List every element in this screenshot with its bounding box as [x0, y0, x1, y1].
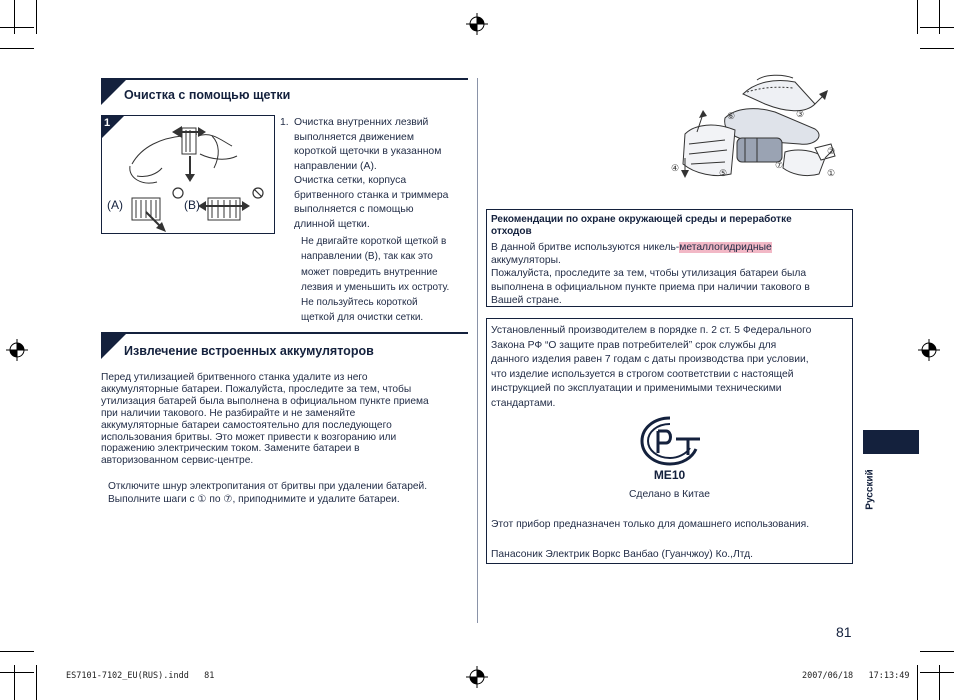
registration-target-icon — [6, 339, 28, 361]
certification-logo — [638, 415, 702, 467]
step-line: Очистка сетки, корпуса — [294, 175, 407, 186]
page-number: 81 — [836, 624, 852, 640]
body-line: аккумуляторные батареи. Пожалуйста, проследите за тем, чтобы — [101, 383, 412, 395]
crop-mark — [917, 665, 918, 700]
environment-notice-body — [491, 241, 851, 307]
crop-mark — [920, 27, 954, 28]
home-use-text: Этот прибор предназначен только для домашнего использования. — [491, 519, 810, 530]
body-line: при наличии такового. Не разбирайте и не заменяйте — [101, 407, 356, 419]
body-line: Перед утилизацией бритвенного станка удалите из него — [101, 372, 368, 383]
note-line: может повредить внутренние — [301, 266, 438, 278]
crop-mark — [0, 651, 34, 652]
crop-mark — [14, 665, 15, 700]
made-in-text: Сделано в Китае — [629, 489, 710, 500]
battery-body — [101, 372, 469, 467]
footer-file: ES7101-7102_EU(RUS).indd 81 — [66, 671, 215, 681]
callout-3: ③ — [796, 109, 805, 119]
legal-line: данного изделия равен 7 годам с даты производства при условии, — [491, 354, 809, 366]
battery-note — [108, 480, 468, 506]
label-a: (A) — [107, 198, 123, 212]
highlighted-text: металлогидридные — [679, 242, 772, 253]
body-line: авторизованном сервис-центре. — [101, 455, 254, 467]
registration-target-icon — [918, 339, 940, 361]
step-line: длинной щетки. — [294, 218, 370, 230]
note-line: направлении (B), так как это — [301, 251, 433, 263]
crop-mark — [939, 665, 940, 700]
cleaning-illustration — [101, 115, 275, 234]
crop-mark — [939, 0, 940, 34]
crop-mark — [0, 27, 34, 28]
step-item-number: 1. — [280, 117, 289, 128]
footer-datetime: 2007/06/18 17:13:49 — [802, 671, 910, 681]
section-header-rule — [101, 332, 468, 334]
registration-target-icon — [466, 666, 488, 688]
registration-target-icon — [466, 13, 488, 35]
language-label-wrapper — [858, 468, 882, 518]
manufacturer-text: Панасоник Электрик Воркс Ванбао (Гуанчжоу) Ко.,Лтд. — [491, 549, 754, 560]
callout-4: ④ — [671, 163, 680, 173]
crop-mark — [0, 48, 34, 49]
callout-5: ⑤ — [719, 168, 728, 178]
body-line: поражению электрическим током. Замените батареи в — [101, 443, 360, 455]
legal-notice-box — [486, 318, 853, 564]
shaver-disassembly-diagram — [665, 74, 845, 194]
crop-mark — [920, 48, 954, 49]
callout-7: ⑦ — [775, 160, 784, 170]
step-line: Очистка внутренних лезвий — [294, 117, 429, 128]
legal-line: стандартами. — [491, 397, 556, 409]
notice-title-line: отходов — [491, 225, 532, 237]
note-line: Отключите шнур электропитания от бритвы при удалении батарей. — [108, 481, 428, 492]
section-title-battery: Извлечение встроенных аккумуляторов — [124, 344, 374, 358]
callout-1: ① — [827, 168, 836, 178]
callout-6: ⑥ — [727, 111, 736, 121]
body-line: утилизация батарей была выполнена в официальном пункте приема — [101, 395, 429, 407]
body-line: аккумуляторные батареи самостоятельно для последующего — [101, 419, 392, 431]
environment-notice-box — [486, 209, 853, 307]
crop-mark — [36, 665, 37, 700]
step-line: выполняется движением — [294, 131, 414, 143]
label-b: (B) — [184, 198, 200, 212]
environment-notice-title — [491, 214, 849, 237]
crop-mark — [36, 0, 37, 34]
step-line: короткой щеточки в указанном — [294, 146, 442, 157]
legal-notice-text — [491, 324, 851, 412]
callout-2: ② — [827, 146, 836, 156]
notice-line: В данной бритве используются никель- — [491, 242, 680, 253]
crop-mark — [14, 0, 15, 34]
crop-mark — [0, 672, 34, 673]
brush-cleaning-drawing — [102, 116, 276, 235]
step-line: направлении (A). — [294, 160, 377, 172]
notice-line: аккумуляторы. — [491, 255, 561, 267]
note-line: Не двигайте короткой щеткой в — [301, 236, 447, 247]
notice-line: Вашей стране. — [491, 294, 562, 306]
step-line: выполняется с помощью — [294, 204, 414, 215]
step-number: 1 — [104, 117, 111, 129]
legal-line: Установленный производителем в порядке п. 2 ст. 5 Федерального — [491, 325, 812, 336]
crop-mark — [920, 672, 954, 673]
language-label: Русский — [864, 469, 876, 510]
legal-line: что изделие используется в строгом соответствии с настоящей — [491, 368, 794, 380]
column-divider — [477, 78, 478, 623]
note-line: щеткой для очистки сетки. — [301, 312, 424, 324]
note-line: Не пользуйтесь короткой — [301, 297, 418, 309]
crop-mark — [917, 0, 918, 34]
legal-line: инструкцией по эксплуатации и применимыми техническими — [491, 383, 782, 395]
section-title-cleaning: Очистка с помощью щетки — [124, 88, 291, 102]
notice-title-line: Рекомендации по охране окружающей среды и переработке — [491, 214, 792, 225]
note-line: Выполните шаги с ① по ⑦, приподнимите и удалите батареи. — [108, 494, 400, 506]
note-line: лезвия и уменьшить их остроту. — [301, 281, 450, 293]
certification-code: ME10 — [653, 468, 686, 482]
notice-line: выполнена в официальном пункте приема при наличии такового в — [491, 281, 810, 293]
step-line: бритвенного станка и триммера — [294, 189, 449, 201]
language-tab — [863, 430, 919, 454]
body-line: использования бритвы. Это может привести к возгоранию или — [101, 431, 397, 443]
notice-line: Пожалуйста, проследите за тем, чтобы утилизация батареи была — [491, 268, 807, 280]
section-header-rule — [101, 78, 468, 80]
legal-line: Закона РФ “О защите прав потребителей” срок службы для — [491, 339, 777, 351]
crop-mark — [920, 651, 954, 652]
